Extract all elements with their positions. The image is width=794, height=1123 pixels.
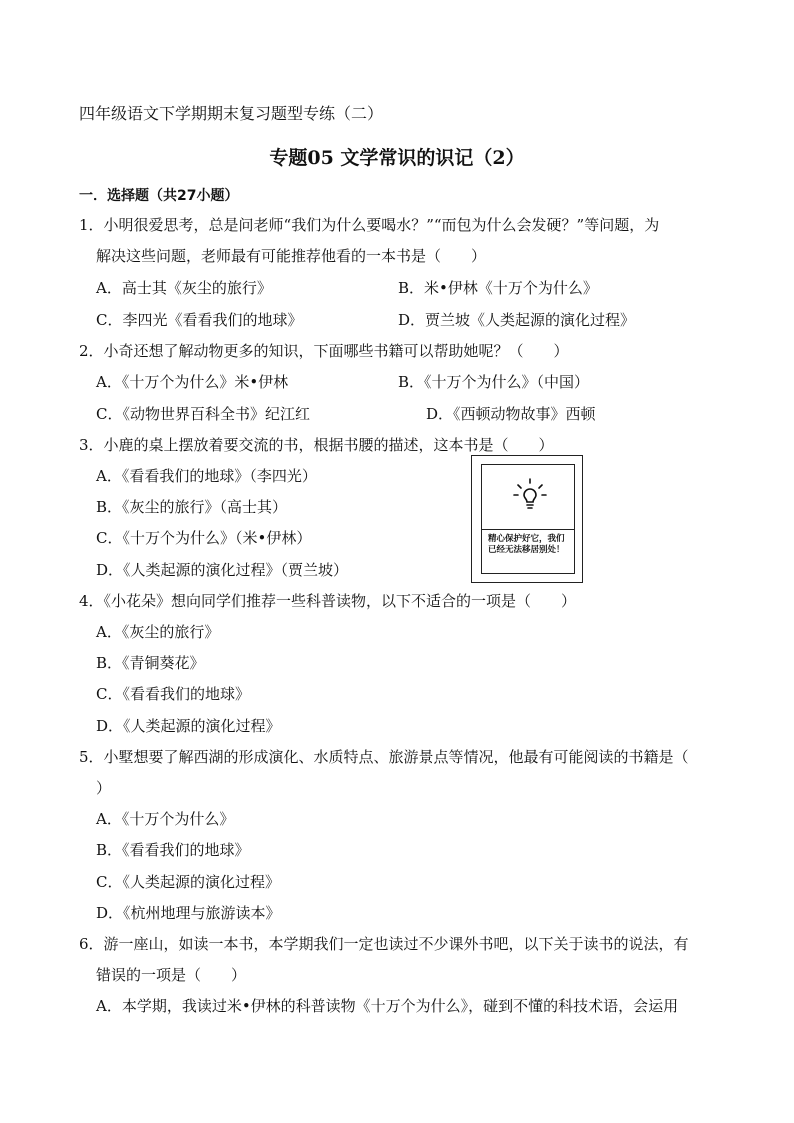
option-d: D．贾兰坡《人类起源的演化过程》: [398, 311, 636, 329]
question-stem-line: 错误的一项是（ ）: [96, 966, 247, 984]
option-b: B．米•伊林《十万个为什么》: [398, 279, 598, 297]
option-c: C．《十万个为什么》（米•伊林）: [96, 529, 312, 547]
book-band-text: 精心保护好它，我们已经无法移居别处！: [482, 529, 574, 575]
question-stem-line: ）: [96, 779, 112, 797]
option-b: B．《灰尘的旅行》（高士其）: [96, 498, 288, 516]
question-stem-line: 6．游一座山，如读一本书，本学期我们一定也读过不少课外书吧，以下关于读书的说法，有: [79, 935, 689, 953]
option-a: A．《灰尘的旅行》: [96, 623, 220, 641]
option-a: A．本学期，我读过米•伊林的科普读物《十万个为什么》，碰到不懂的科技术语，会运用: [96, 997, 679, 1015]
option-b: B．《青铜葵花》: [96, 654, 205, 672]
option-c: C．《动物世界百科全书》纪江红: [96, 405, 310, 423]
option-b: B．《十万个为什么》（中国）: [398, 373, 590, 391]
option-d: D．《杭州地理与旅游读本》: [96, 904, 281, 922]
lightbulb-icon: [512, 477, 548, 513]
option-d: D．《西顿动物故事》西顿: [426, 405, 596, 423]
option-a: A．高士其《灰尘的旅行》: [96, 279, 272, 297]
question-stem-line: 5．小墅想要了解西湖的形成演化、水质特点、旅游景点等情况，他最有可能阅读的书籍是（: [79, 748, 689, 766]
page-title: 专题05 文学常识的识记（2）: [269, 147, 525, 169]
option-c: C．《人类起源的演化过程》: [96, 873, 280, 891]
question-stem-line: 3．小鹿的桌上摆放着要交流的书，根据书腰的描述，这本书是（ ）: [79, 436, 554, 454]
option-c: C．李四光《看看我们的地球》: [96, 311, 303, 329]
question-stem-line: 1．小明很爱思考，总是问老师“我们为什么要喝水？”“而包为什么会发硬？”等问题，为: [79, 216, 660, 234]
option-a: A．《十万个为什么》米•伊林: [96, 373, 289, 391]
question-stem-line: 解决这些问题，老师最有可能推荐他看的一本书是（ ）: [96, 247, 487, 265]
option-b: B．《看看我们的地球》: [96, 841, 250, 859]
book-cover: [481, 464, 575, 574]
series-title: 四年级语文下学期期末复习题型专练（二）: [79, 104, 384, 123]
question-stem-line: 4．《小花朵》想向同学们推荐一些科普读物，以下不适合的一项是（ ）: [79, 592, 577, 610]
section-heading: 一．选择题（共27小题）: [79, 188, 239, 204]
book-illustration: [471, 455, 583, 583]
question-stem-line: 2．小奇还想了解动物更多的知识，下面哪些书籍可以帮助她呢？（ ）: [79, 342, 569, 360]
option-a: A．《看看我们的地球》（李四光）: [96, 467, 317, 485]
option-a: A．《十万个为什么》: [96, 810, 235, 828]
option-d: D．《人类起源的演化过程》: [96, 717, 281, 735]
option-d: D．《人类起源的演化过程》（贾兰坡）: [96, 561, 349, 579]
option-c: C．《看看我们的地球》: [96, 685, 250, 703]
